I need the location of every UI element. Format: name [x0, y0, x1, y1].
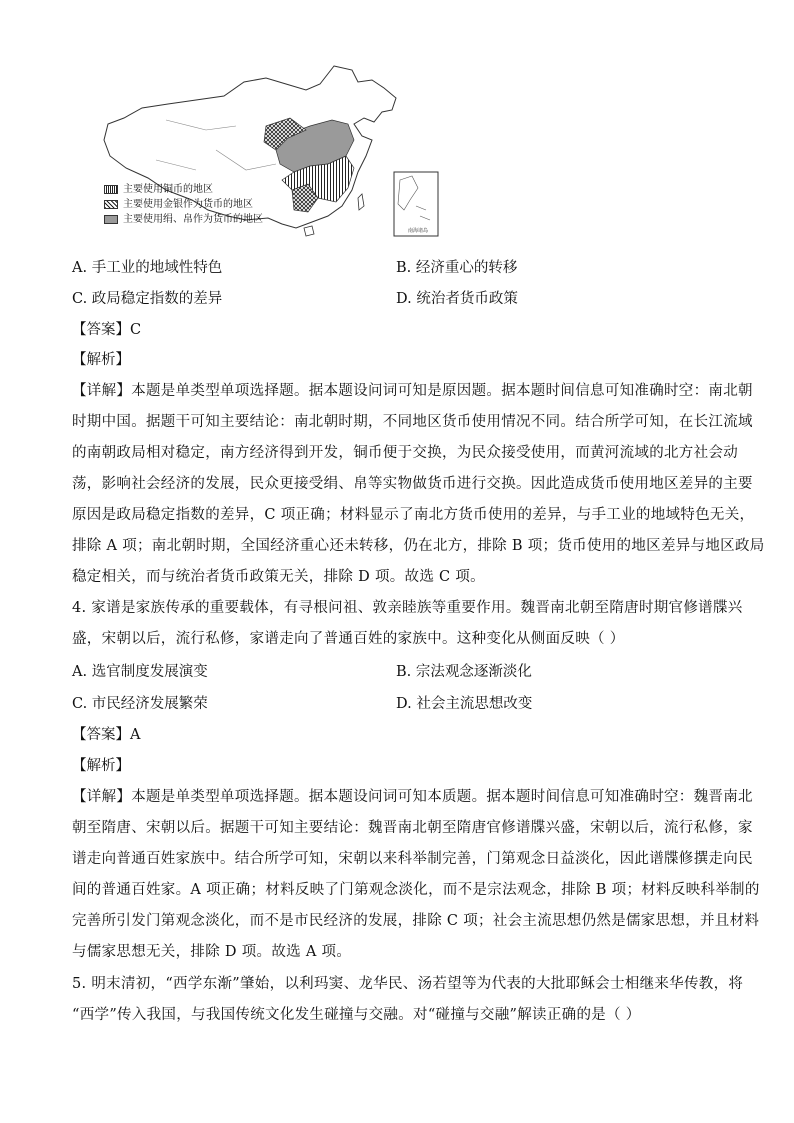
legend-item: [104, 182, 263, 197]
q4-stem-line: 4. 家谱是家族传承的重要载体，有寻根问祖、敦亲睦族等重要作用。魏晋南北朝至隋唐时期官修谱牒兴: [72, 600, 743, 616]
q4-option-d: D. 社会主流思想改变: [396, 696, 533, 712]
q3-detail-line: 排除 A 项；南北朝时期，全国经济重心还未转移，仍在北方，排除 B 项；货币使用的地区差异与地区政局: [72, 538, 765, 554]
legend-item: [104, 212, 263, 227]
q4-detail-line: 间的普通百姓家。A 项正确；材料反映了门第观念淡化，而不是宗法观念，排除 B 项；材料反映科举制的: [72, 882, 760, 898]
legend-item: [104, 197, 263, 212]
q3-detail-line: 【详解】本题是单类型单项选择题。据本题设问词可知是原因题。据本题时间信息可知准确时空：南北朝: [72, 383, 753, 399]
q4-stem-line: 盛，宋朝以后，流行私修，家谱走向了普通百姓的家族中。这种变化从侧面反映（ ）: [72, 631, 625, 647]
q3-detail-line: 稳定相关，而与统治者货币政策无关，排除 D 项。故选 C 项。: [72, 569, 485, 585]
q4-analysis-label: 【解析】: [72, 758, 130, 774]
legend-label: 主要使用绢、帛作为货币的地区: [123, 214, 263, 225]
legend-label: 主要使用金银作为货币的地区: [123, 199, 253, 210]
q4-option-a: A. 选官制度发展演变: [72, 664, 208, 680]
legend-label: 主要使用铜币的地区: [123, 184, 213, 195]
inset-label: 南海诸岛: [407, 228, 429, 234]
q4-detail-line: 【详解】本题是单类型单项选择题。据本题设问词可知本质题。据本题时间信息可知准确时空：魏晋南北: [72, 789, 753, 805]
q4-detail-line: 完善所引发门第观念淡化，而不是市民经济的发展，排除 C 项；社会主流思想仍然是儒家思想，并且材料: [72, 913, 760, 929]
q3-option-b: B. 经济重心的转移: [396, 260, 518, 276]
gray-fill-swatch: [104, 215, 118, 224]
q4-option-b: B. 宗法观念逐渐淡化: [396, 664, 532, 680]
q3-option-c: C. 政局稳定指数的差异: [72, 291, 223, 307]
q3-answer: 【答案】C: [72, 322, 142, 338]
q3-option-d: D. 统治者货币政策: [396, 291, 518, 307]
cross-hatch-swatch: [104, 200, 118, 209]
q3-detail-line: 原因是政局稳定指数的差异，C 项正确；材料显示了南北方货币使用的差异，与手工业的地域特色无关，: [72, 507, 755, 523]
q4-detail-line: 谱走向普通百姓家族中。结合所学可知，宋朝以来科举制完善，门第观念日益淡化，因此谱牒修撰走向民: [72, 851, 753, 867]
q3-analysis-label: 【解析】: [72, 352, 130, 368]
q4-answer: 【答案】A: [72, 727, 141, 743]
q4-detail-line: 与儒家思想无关，排除 D 项。故选 A 项。: [72, 944, 352, 960]
q4-option-c: C. 市民经济发展繁荣: [72, 696, 208, 712]
vertical-hatch-swatch: [104, 185, 118, 194]
q5-stem-line: 5. 明末清初，“西学东渐”肇始，以利玛窦、龙华民、汤若望等为代表的大批耶稣会士相继来华传教，将: [72, 976, 744, 992]
q5-stem-line: “西学”传入我国，与我国传统文化发生碰撞与交融。对“碰撞与交融”解读正确的是（ ）: [72, 1007, 641, 1023]
q3-detail-line: 荡，影响社会经济的发展，民众更接受绢、帛等实物做货币进行交换。因此造成货币使用地区差异的主要: [72, 476, 753, 492]
map-legend: [104, 182, 263, 227]
q4-detail-line: 朝至隋唐、宋朝以后。据题干可知主要结论：魏晋南北朝至隋唐官修谱牒兴盛，宋朝以后，流行私修，家: [72, 820, 753, 836]
q3-detail-line: 的南朝政局相对稳定，南方经济得到开发，铜币便于交换，为民众接受使用，而黄河流域的北方社会动: [72, 445, 738, 461]
q3-detail-line: 时期中国。据题干可知主要结论：南北朝时期，不同地区货币使用情况不同。结合所学可知，在长江流域: [72, 414, 753, 430]
q3-option-a: A. 手工业的地域性特色: [72, 260, 223, 276]
